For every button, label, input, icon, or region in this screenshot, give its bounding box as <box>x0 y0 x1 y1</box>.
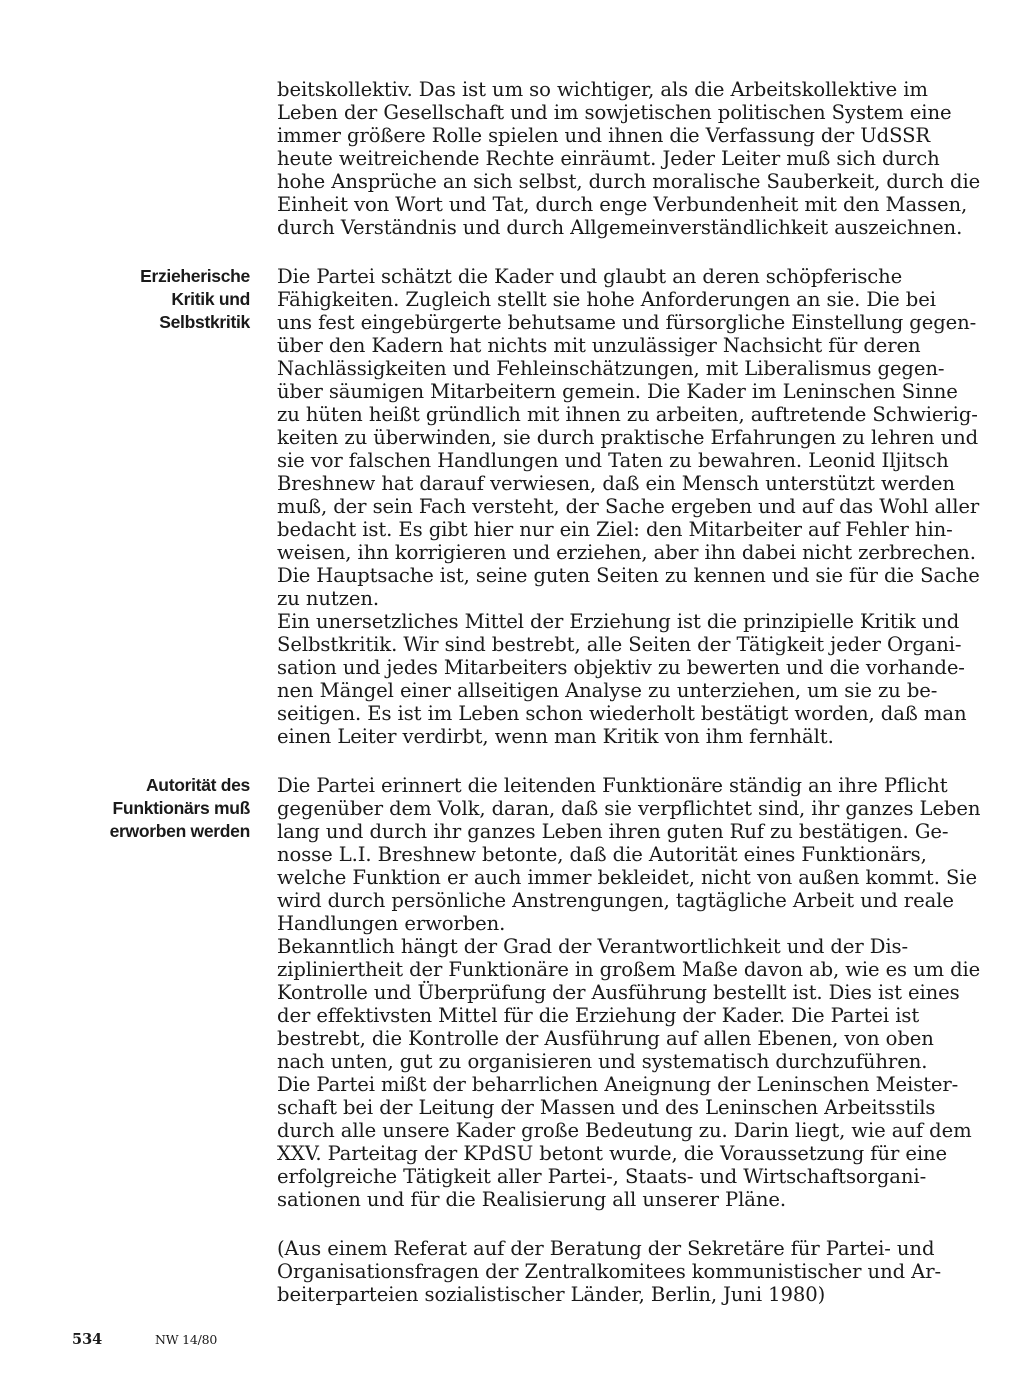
text-line: lang und durch ihr ganzes Leben ihren guten Ruf zu bestätigen. Ge- <box>277 820 949 843</box>
text-line: Leben der Gesellschaft und im sowjetischen politischen System eine <box>277 101 952 124</box>
text-line: Bekanntlich hängt der Grad der Verantwortlichkeit und der Dis- <box>277 935 908 958</box>
margin-heading-line: Funktionärs muß <box>112 798 250 818</box>
text-line: zu hüten heißt gründlich mit ihnen zu arbeiten, auftretende Schwierig- <box>277 403 978 426</box>
text-line: Selbstkritik. Wir sind bestrebt, alle Seiten der Tätigkeit jeder Organi- <box>277 633 962 656</box>
text-line: Die Partei mißt der beharrlichen Aneignung der Leninschen Meister- <box>277 1073 959 1096</box>
text-line: zipliniertheit der Funktionäre in großem Maße davon ab, wie es um die <box>277 958 981 981</box>
text-line: muß, der sein Fach versteht, der Sache ergeben und auf das Wohl aller <box>277 495 980 518</box>
text-line: Nachlässigkeiten und Fehleinschätzungen, mit Liberalismus gegen- <box>277 357 945 380</box>
text-line: durch alle unsere Kader große Bedeutung zu. Darin liegt, wie auf dem <box>277 1119 972 1142</box>
page-number: 534 <box>72 1331 103 1348</box>
text-line: nen Mängel einer allseitigen Analyse zu unterziehen, um sie zu be- <box>277 679 938 702</box>
text-line: einen Leiter verdirbt, wenn man Kritik von ihm fernhält. <box>277 725 834 748</box>
text-line: Breshnew hat darauf verwiesen, daß ein Mensch unterstützt werden <box>277 472 955 495</box>
text-line: über säumigen Mitarbeitern gemein. Die Kader im Leninschen Sinne <box>277 380 958 403</box>
text-line: Kontrolle und Überprüfung der Ausführung bestellt ist. Dies ist eines <box>277 981 960 1004</box>
text-line: schaft bei der Leitung der Massen und des Leninschen Arbeitsstils <box>277 1096 936 1119</box>
text-line: sationen und für die Realisierung all unserer Pläne. <box>277 1188 786 1211</box>
text-line: nosse L.I. Breshnew betonte, daß die Autorität eines Funktionärs, <box>277 843 927 866</box>
text-line: welche Funktion er auch immer bekleidet, nicht von außen kommt. Sie <box>277 866 977 889</box>
text-line: sation und jedes Mitarbeiters objektiv zu bewerten und die vorhande- <box>277 656 965 679</box>
text-line: bedacht ist. Es gibt hier nur ein Ziel: den Mitarbeiter auf Fehler hin- <box>277 518 953 541</box>
text-line: nach unten, gut zu organisieren und systematisch durchzuführen. <box>277 1050 928 1073</box>
text-line: bestrebt, die Kontrolle der Ausführung auf allen Ebenen, von oben <box>277 1027 934 1050</box>
margin-heading-line: Selbstkritik <box>159 312 250 332</box>
text-line: beitskollektiv. Das ist um so wichtiger, als die Arbeitskollektive im <box>277 78 928 101</box>
margin-heading-line: Erzieherische <box>140 266 250 286</box>
text-line: zu nutzen. <box>277 587 380 610</box>
text-line: weisen, ihn korrigieren und erziehen, aber ihn dabei nicht zerbrechen. <box>277 541 976 564</box>
text-line: Fähigkeiten. Zugleich stellt sie hohe Anforderungen an sie. Die bei <box>277 288 936 311</box>
text-line: uns fest eingebürgerte behutsame und fürsorgliche Einstellung gegen- <box>277 311 977 334</box>
margin-heading-line: Autorität des <box>145 775 250 795</box>
text-line: Ein unersetzliches Mittel der Erziehung ist die prinzipielle Kritik und <box>277 610 960 633</box>
text-line: sie vor falschen Handlungen und Taten zu bewahren. Leonid Iljitsch <box>277 449 949 472</box>
text-line: gegenüber dem Volk, daran, daß sie verpflichtet sind, ihr ganzes Leben <box>277 797 981 820</box>
text-line: Einheit von Wort und Tat, durch enge Verbundenheit mit den Massen, <box>277 193 968 216</box>
text-line: Die Partei schätzt die Kader und glaubt an deren schöpferische <box>277 265 903 288</box>
text-line: erfolgreiche Tätigkeit aller Partei-, Staats- und Wirtschaftsorgani- <box>277 1165 927 1188</box>
citation-line: beiterparteien sozialistischer Länder, Berlin, Juni 1980) <box>277 1283 826 1306</box>
citation-line: (Aus einem Referat auf der Beratung der Sekretäre für Partei- und <box>277 1237 935 1260</box>
citation-line: Organisationsfragen der Zentralkomitees kommunistischer und Ar- <box>277 1260 942 1283</box>
text-line: der effektivsten Mittel für die Erziehung der Kader. Die Partei ist <box>277 1004 920 1027</box>
text-line: über den Kadern hat nichts mit unzulässiger Nachsicht für deren <box>277 334 921 357</box>
text-line: Die Hauptsache ist, seine guten Seiten zu kennen und sie für die Sache <box>277 564 980 587</box>
text-line: heute weitreichende Rechte einräumt. Jeder Leiter muß sich durch <box>277 147 940 170</box>
text-line: hohe Ansprüche an sich selbst, durch moralische Sauberkeit, durch die <box>277 170 981 193</box>
text-line: Die Partei erinnert die leitenden Funktionäre ständig an ihre Pflicht <box>277 774 948 797</box>
text-line: XXV. Parteitag der KPdSU betont wurde, die Voraussetzung für eine <box>277 1142 948 1165</box>
text-line: wird durch persönliche Anstrengungen, tagtägliche Arbeit und reale <box>277 889 954 912</box>
margin-heading-line: erworben werden <box>109 821 250 841</box>
text-line: seitigen. Es ist im Leben schon wiederholt bestätigt worden, daß man <box>277 702 967 725</box>
text-line: Handlungen erworben. <box>277 912 506 935</box>
text-line: durch Verständnis und durch Allgemeinverständlichkeit auszeichnen. <box>277 216 963 239</box>
text-line: keiten zu überwinden, sie durch praktische Erfahrungen zu lehren und <box>277 426 979 449</box>
text-line: immer größere Rolle spielen und ihnen die Verfassung der UdSSR <box>277 124 931 147</box>
margin-heading-line: Kritik und <box>171 289 250 309</box>
issue-label: NW 14/80 <box>155 1332 218 1347</box>
